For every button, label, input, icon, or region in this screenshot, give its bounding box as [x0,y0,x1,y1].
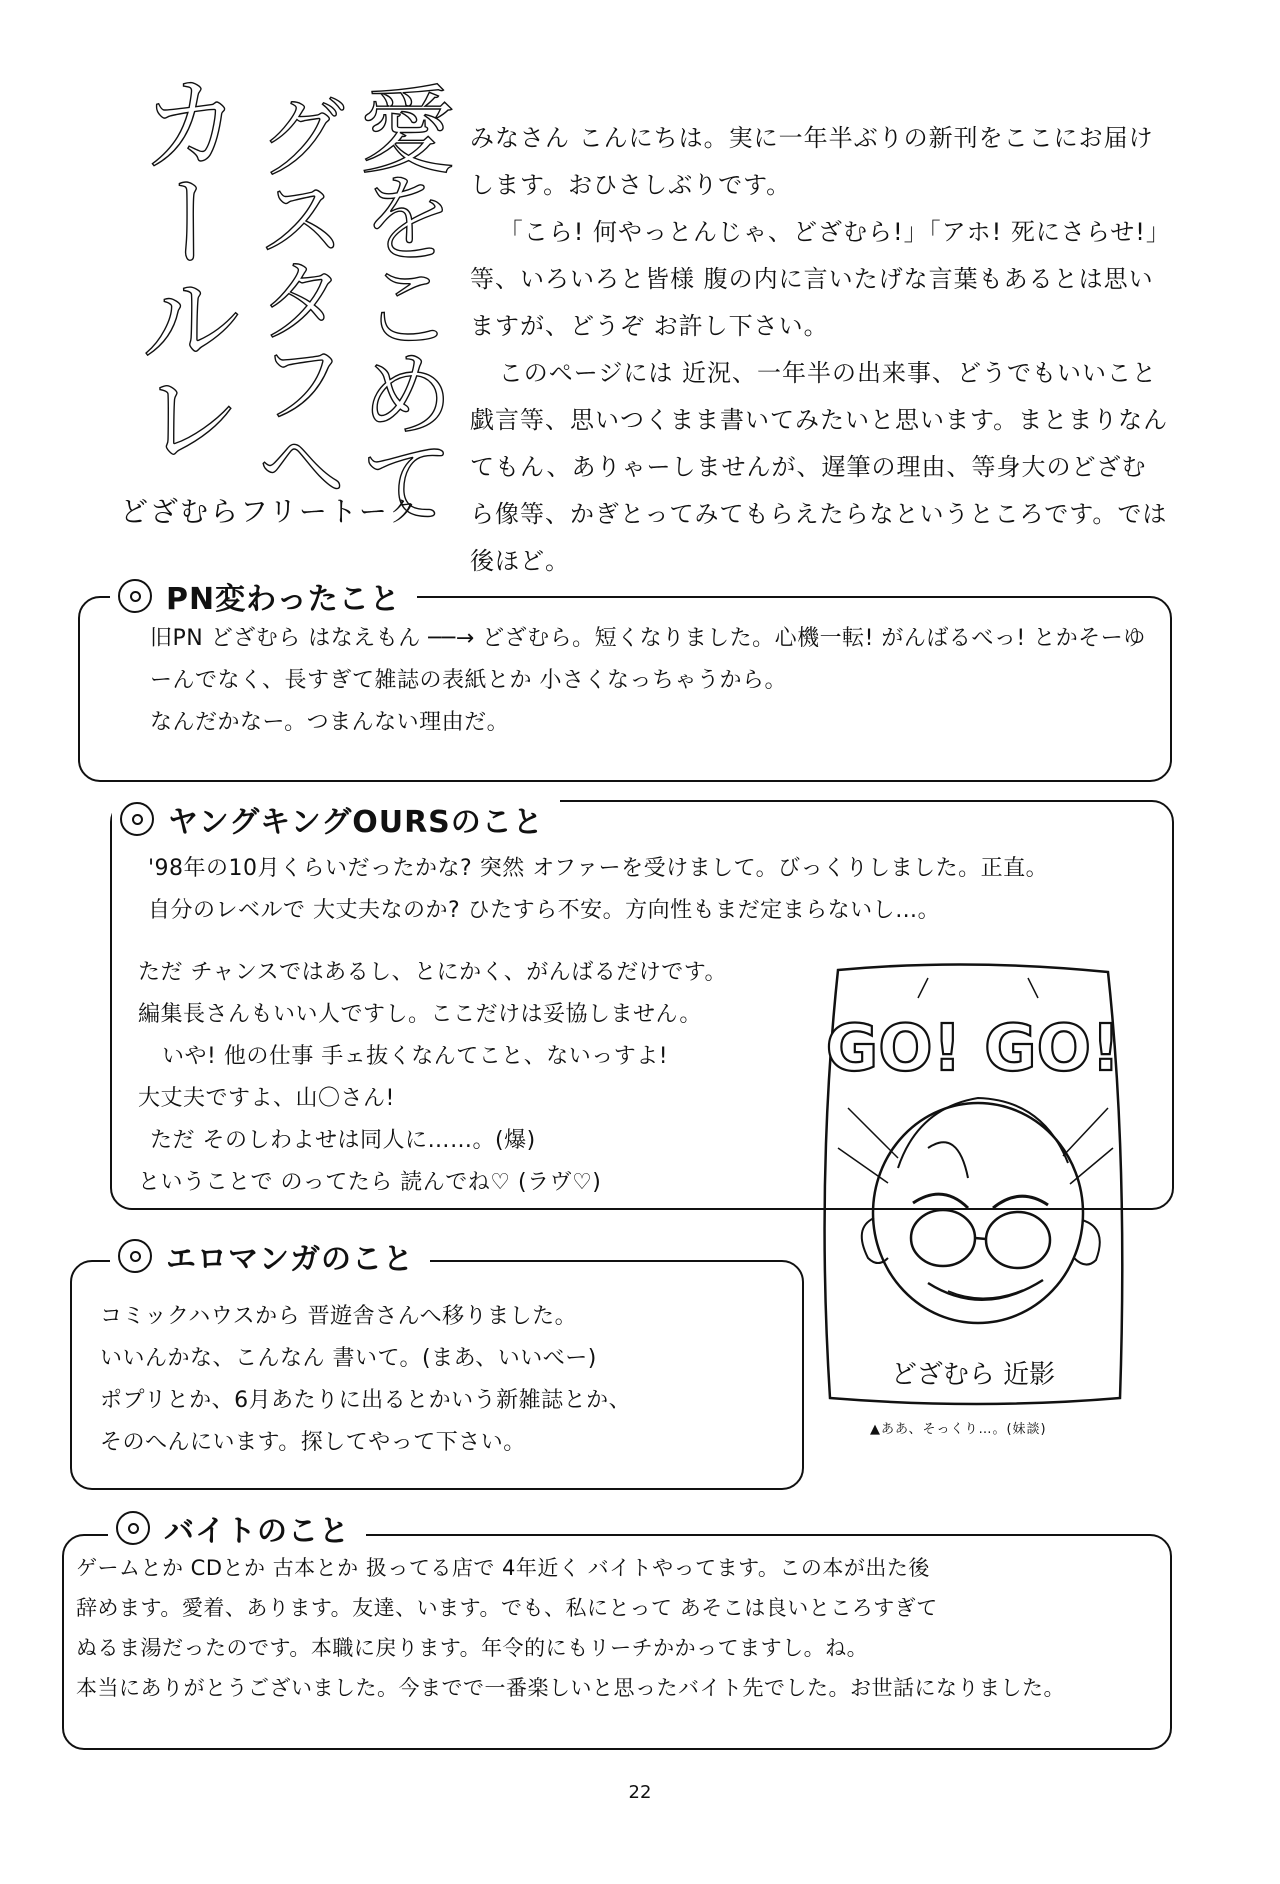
section-title: エロマンガのこと [166,1242,414,1277]
section-line: いいんかな、こんなん 書いて。(まあ、いいべー) [100,1346,597,1371]
section-header [110,1234,430,1278]
section-title: PN変わったこと [166,582,401,617]
section-line: ゲームとか CDとか 古本とか 扱ってる店で 4年近く バイトやってます。この本が出た後 [76,1556,930,1580]
circle-bullet-icon [118,1239,152,1273]
title-subtitle: どざむらフリートーク [120,495,419,528]
section-line: いや! 他の仕事 手ェ抜くなんてこと、ないっすよ! [162,1044,669,1069]
intro-paragraph: このページには 近況、一年半の出来事、どうでもいいこと戯言等、思いつくまま書いてみたいと思います。まとまりなんてもん、ありゃーしませんが、遅筆の理由、等身大のどざむら像等、かぎとってみてもらえたらなというところです。では後ほど。 [470,359,1169,575]
section-line: ポプリとか、6月あたりに出るとかいう新雑誌とか、 [100,1388,632,1413]
section-line: なんだかなー。つまんない理由だ。 [150,710,510,735]
section-body [148,848,1148,932]
section-line: 大丈夫ですよ、山〇さん! [138,1086,395,1111]
section-line: '98年の10月くらいだったかな? 突然 オファーを受けまして。びっくりしました。正直。 [148,856,1049,881]
title-block [120,70,456,540]
section-header [112,797,560,841]
section-line: 旧PN どざむら はなえもん ──→ どざむら。短くなりました。心機一転! がんばるべっ! とかそーゆーんでなく、長すぎて雑誌の表紙とか 小さくなっちゃうから。 [150,626,1146,693]
section-body [138,952,788,1204]
intro-text [470,115,1170,585]
section-line: ただ そのしわよせは同人に……。(爆) [150,1128,536,1153]
section-line: 編集長さんもいい人ですし。ここだけは妥協しません。 [138,1002,702,1027]
section-line: そのへんにいます。探してやって下さい。 [100,1430,526,1455]
section-line: 自分のレベルで 大丈夫なのか? ひたすら不安。方向性もまだ定まらないし…。 [148,898,941,923]
illustration-caption: ▲ああ、そっくり…。(妹談) [870,1422,1047,1437]
section-title: バイトのこと [164,1514,350,1549]
intro-paragraph: 「こら! 何やっとんじゃ、どざむら!」「アホ! 死にさらせ!」等、いろいろと皆様 腹の内に言いたげな言葉もあるとは思いますが、どうぞ お許し下さい。 [470,218,1159,340]
intro-paragraph: みなさん こんにちは。実に一年半ぶりの新刊をここにお届けします。おひさしぶりです。 [470,124,1154,199]
section-line: 辞めます。愛着、あります。友達、います。でも、私にとって あそこは良いところすぎて [76,1596,938,1620]
title-line-1: カールレ [121,70,243,462]
self-portrait-icon [808,958,1138,1413]
section-header [108,1506,366,1550]
section-line: ただ チャンスではあるし、とにかく、がんばるだけです。 [138,960,727,985]
circle-bullet-icon [116,1511,150,1545]
section-line: ということで のってたら 読んでね♡ (ラヴ♡) [138,1170,602,1195]
section-title: ヤングキングOURSのこと [168,805,544,840]
page-number: 22 [628,1782,652,1803]
section-body [150,618,1150,744]
self-portrait-illustration [808,958,1138,1413]
section-line: 本当にありがとうございました。今までで一番楽しいと思ったバイト先でした。お世話になりました。 [76,1676,1065,1700]
portrait-label: どざむら 近影 [890,1360,1056,1390]
title-line-2: グスタフへ [241,90,346,500]
section-line: コミックハウスから 晋遊舎さんへ移りました。 [100,1304,578,1329]
circle-bullet-icon [118,579,152,613]
section-body [76,1548,1156,1708]
section-line: ぬるま湯だったのです。本職に戻ります。年令的にもリーチかかってますし。ね。 [76,1636,869,1660]
circle-bullet-icon [120,802,154,836]
go-go-heading: GO! GO! [825,1012,1121,1086]
section-body [100,1296,790,1464]
section-header [110,574,417,618]
title-line-3: 愛をこめて [344,80,456,520]
